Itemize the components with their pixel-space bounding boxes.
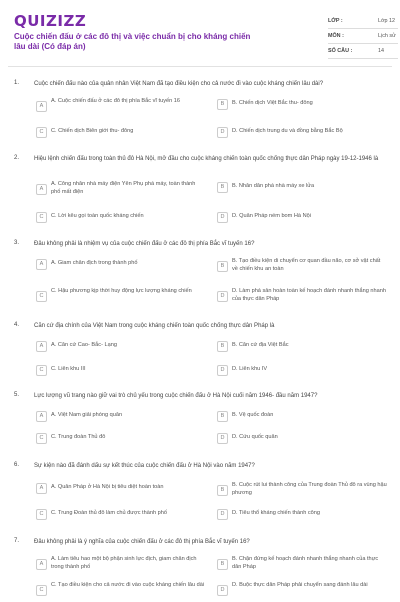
meta-value: Lớp 12: [378, 18, 396, 24]
answer-option-d[interactable]: [217, 126, 387, 146]
option-text: A. Quân Pháp ở Hà Nội bị tiêu diệt hoàn toàn: [51, 484, 164, 490]
option-text: D. Quân Pháp ném bom Hà Nội: [232, 213, 311, 219]
option-letter-badge: D: [217, 585, 228, 596]
answer-option-a[interactable]: [36, 98, 206, 118]
option-letter-badge: D: [217, 365, 228, 376]
question-text: Đâu không phải là nhiệm vụ của cuộc chiến đấu ở các đô thị phía Bắc vĩ tuyến 16?: [34, 241, 255, 247]
meta-box: [328, 14, 398, 59]
option-letter-badge: B: [217, 341, 228, 352]
question-text: Sự kiện nào đã đánh dấu sự kết thúc của cuộc chiến đấu ở Hà Nội vào năm 1947?: [34, 463, 255, 469]
option-text: A. Cuộc chiến đấu ở các đô thị phía Bắc vĩ tuyến 16: [51, 98, 180, 104]
option-letter-badge: A: [36, 184, 47, 195]
answer-option-c[interactable]: [36, 126, 206, 146]
answer-option-b[interactable]: [217, 410, 387, 430]
option-letter-badge: B: [217, 182, 228, 193]
answer-option-b[interactable]: [217, 482, 387, 502]
option-letter-badge: D: [217, 127, 228, 138]
answer-option-b[interactable]: [217, 340, 387, 360]
meta-key: MÔN :: [328, 33, 344, 39]
option-text: D. Buộc thực dân Pháp phải chuyển sang đánh lâu dài: [232, 582, 368, 588]
option-text: A. Làm tiêu hao một bộ phận sinh lực địch, giam chân địch trong thành phố: [51, 556, 197, 570]
option-letter-badge: A: [36, 411, 47, 422]
option-letter-badge: C: [36, 509, 47, 520]
answer-option-a[interactable]: [36, 556, 206, 576]
question-number: 1.: [14, 80, 20, 86]
answer-option-d[interactable]: [217, 432, 387, 452]
meta-row: [328, 29, 398, 44]
answer-option-a[interactable]: [36, 258, 206, 278]
option-text: A. Công nhân nhà máy điện Yên Phụ phá máy, toàn thành phố mất điện: [51, 181, 196, 195]
option-text: B. Vệ quốc đoàn: [232, 412, 274, 418]
question-number: 3.: [14, 240, 20, 246]
option-letter-badge: D: [217, 291, 228, 302]
question-text: Hiệu lệnh chiến đấu trong toàn thủ đô Hà Nội, mở đầu cho cuộc kháng chiến toàn quốc chống thực dân Pháp ngày 19-12-1946 là: [34, 156, 379, 162]
question-number: 7.: [14, 538, 20, 544]
answer-option-b[interactable]: [217, 556, 387, 576]
option-text: B. Chiến dịch Việt Bắc thu- đông: [232, 100, 313, 106]
answer-option-d[interactable]: [217, 288, 387, 308]
answer-option-b[interactable]: [217, 258, 387, 278]
option-text: A. Giam chân địch trong thành phố: [51, 260, 138, 266]
question-number: 6.: [14, 462, 20, 468]
option-text: C. Trung đoàn Thủ đô: [51, 434, 106, 440]
meta-value: Lịch sử: [378, 33, 396, 39]
question-text: Căn cứ địa chính của Việt Nam trong cuộc kháng chiến toàn quốc chống thực dân Pháp là: [34, 323, 275, 329]
option-text: A. Căn cứ Cao- Bắc- Lạng: [51, 342, 117, 348]
option-letter-badge: B: [217, 99, 228, 110]
divider: [8, 66, 392, 67]
answer-option-c[interactable]: [36, 582, 206, 602]
option-text: C. Hậu phương kịp thời huy động lực lượng kháng chiến: [51, 288, 192, 294]
option-text: D. Tiêu thổ kháng chiến thành công: [232, 510, 321, 516]
question-text: Đâu không phải là ý nghĩa của cuộc chiến đấu ở các đô thị phía Bắc vĩ tuyến 16?: [34, 539, 250, 545]
option-letter-badge: B: [217, 559, 228, 570]
answer-option-c[interactable]: [36, 211, 206, 231]
option-letter-badge: B: [217, 485, 228, 496]
option-text: D. Làm phá sản hoàn toàn kế hoạch đánh nhanh thắng nhanh của thực dân Pháp: [232, 288, 386, 302]
option-letter-badge: D: [217, 212, 228, 223]
option-letter-badge: D: [217, 509, 228, 520]
answer-option-a[interactable]: [36, 340, 206, 360]
answer-option-d[interactable]: [217, 211, 387, 231]
quizizz-logo: QUIZIZZ: [14, 12, 87, 30]
option-letter-badge: C: [36, 127, 47, 138]
answer-option-d[interactable]: [217, 364, 387, 384]
option-text: C. Chiến dịch Biên giới thu- đông: [51, 128, 134, 134]
meta-key: LỚP :: [328, 18, 343, 24]
option-text: D. Liên khu IV: [232, 366, 268, 372]
option-letter-badge: C: [36, 212, 47, 223]
page-title: Cuộc chiến đấu ở các đô thị và việc chuẩn bị cho kháng chiến lâu dài (Có đáp án): [14, 32, 251, 51]
option-letter-badge: A: [36, 259, 47, 270]
option-letter-badge: A: [36, 483, 47, 494]
option-letter-badge: B: [217, 261, 228, 272]
option-text: B. Tạo điều kiện di chuyển cơ quan đầu não, cơ sở vật chất về chiến khu an toàn: [232, 258, 381, 272]
option-letter-badge: C: [36, 585, 47, 596]
question-number: 2.: [14, 155, 20, 161]
answer-option-c[interactable]: [36, 508, 206, 528]
option-letter-badge: C: [36, 365, 47, 376]
answer-option-c[interactable]: [36, 364, 206, 384]
option-letter-badge: B: [217, 411, 228, 422]
option-text: C. Trung Đoàn thủ đô làm chủ được thành phố: [51, 510, 167, 516]
option-text: C. Liên khu III: [51, 366, 86, 372]
question-number: 4.: [14, 322, 20, 328]
option-text: B. Cuộc rút lui thành công của Trung đoàn Thủ đô ra vùng hậu phương: [232, 482, 387, 496]
option-text: D. Cứu quốc quân: [232, 434, 278, 440]
meta-key: SỐ CÂU :: [328, 48, 353, 54]
option-letter-badge: D: [217, 433, 228, 444]
option-letter-badge: A: [36, 559, 47, 570]
option-text: A. Việt Nam giải phóng quân: [51, 412, 123, 418]
answer-option-b[interactable]: [217, 98, 387, 118]
question-number: 5.: [14, 392, 20, 398]
meta-value: 14: [378, 48, 384, 54]
option-letter-badge: C: [36, 433, 47, 444]
option-text: B. Chặn đứng kế hoạch đánh nhanh thắng nhanh của thực dân Pháp: [232, 556, 379, 570]
question-text: Lực lượng vũ trang nào giữ vai trò chủ yếu trong cuộc chiến đấu ở Hà Nội cuối năm 1946- đầu năm 1947?: [34, 393, 318, 399]
answer-option-a[interactable]: [36, 410, 206, 430]
option-text: B. Nhân dân phá nhà máy xe lửa: [232, 183, 315, 189]
header: [14, 12, 396, 60]
meta-row: [328, 44, 398, 59]
answer-option-a[interactable]: [36, 482, 206, 502]
option-text: B. Căn cứ địa Việt Bắc: [232, 342, 289, 348]
option-text: C. Tạo điều kiện cho cả nước đi vào cuộc kháng chiến lâu dài: [51, 582, 205, 588]
answer-option-b[interactable]: [217, 181, 387, 201]
meta-row: [328, 14, 398, 29]
option-text: C. Lời kêu gọi toàn quốc kháng chiến: [51, 213, 144, 219]
answer-option-a[interactable]: [36, 181, 206, 201]
answer-option-c[interactable]: [36, 288, 206, 308]
option-letter-badge: A: [36, 101, 47, 112]
answer-option-d[interactable]: [217, 508, 387, 528]
option-text: D. Chiến dịch trung du và đồng bằng Bắc Bộ: [232, 128, 343, 134]
answer-option-d[interactable]: [217, 582, 387, 602]
option-letter-badge: C: [36, 291, 47, 302]
answer-option-c[interactable]: [36, 432, 206, 452]
question-text: Cuộc chiến đấu nào của quân nhân Việt Nam đã tạo điều kiện cho cả nước đi vào cuộc kháng chiến lâu dài?: [34, 81, 324, 87]
option-letter-badge: A: [36, 341, 47, 352]
